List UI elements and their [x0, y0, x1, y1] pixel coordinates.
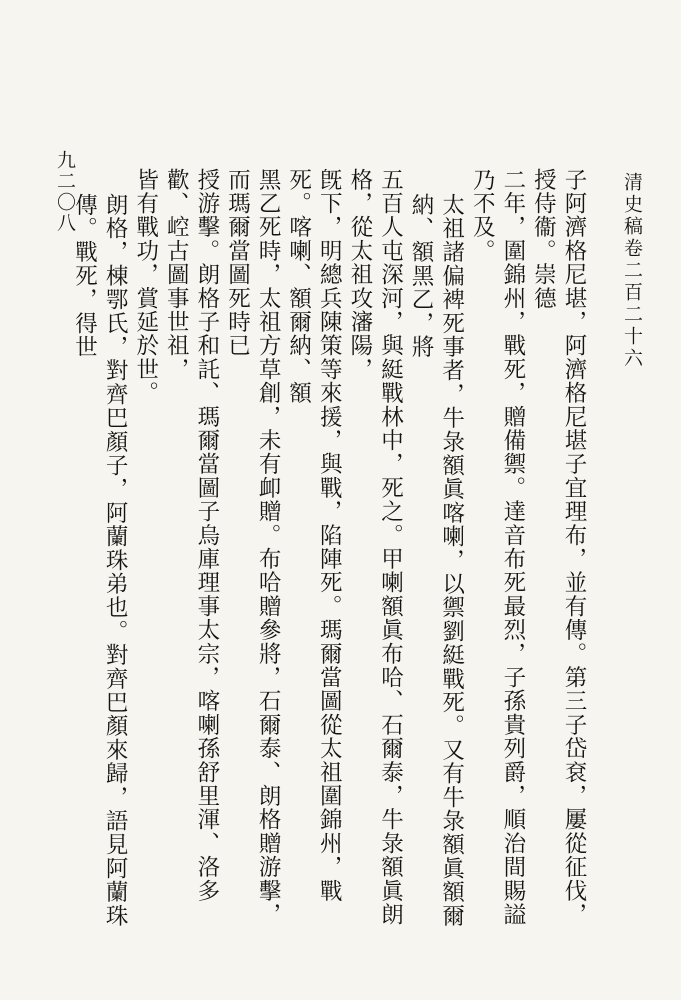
running-head: 清史稿卷二百二十六 [621, 172, 643, 370]
text-column-5: 旣下，明總兵陳策等來援，與戰，陷陣死。瑪爾當圖從太祖圍錦州，戰死。喀喇、額爾納、額 [285, 168, 343, 903]
text-column-3: 太祖諸偏裨死事者，牛彔額眞喀喇，以禦劉綎戰死。又有牛彔額眞額爾納、額黑乙，將 [408, 193, 465, 928]
text-column-1: 子阿濟格尼堪，阿濟格尼堪子宜理布，並有傳。第三子岱袞，屢從征伐，授侍衞。崇德 [530, 168, 587, 927]
text-column-7: 授游擊。朗格子和託、瑪爾當圖子烏庫理事太宗，喀喇孫舒里渾、洛多歡、崆古圖事世祖， [163, 168, 220, 903]
text-column-9: 朗格，棟鄂氏，對齊巴顏子，阿蘭珠弟也。對齊巴顏來歸，語見阿蘭珠傳。戰死，得世 [71, 193, 129, 928]
text-column-4: 五百人屯深河，與綎戰林中，死之。甲喇額眞布哈、石爾泰，牛彔額眞朗格，從太祖攻瀋陽， [346, 168, 404, 927]
text-column-6: 黑乙死時，太祖方草創，未有卹贈。布哈贈參將，石爾泰、朗格贈游擊，而瑪爾當圖死時已 [224, 168, 282, 927]
body-text [69, 168, 589, 928]
page-number: 九二〇八 [54, 150, 76, 234]
text-column-2: 二年，圍錦州，戰死，贈備禦。達音布死最烈，子孫貴列爵，順治間賜謚乃不及。 [469, 168, 526, 927]
text-column-8: 皆有戰功，賞延於世。 [132, 168, 159, 405]
